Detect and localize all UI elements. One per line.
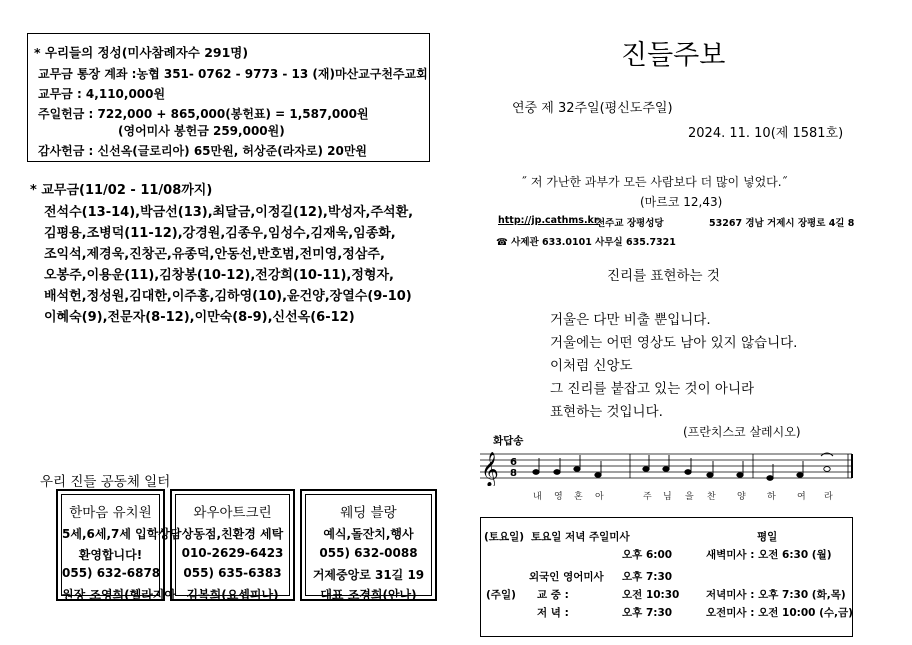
verse-author: (프란치스코 살레시오) bbox=[683, 425, 801, 439]
treble-clef-icon: 𝄞 bbox=[481, 452, 499, 486]
offering-header: * 우리들의 정성(미사참례자수 291명) bbox=[34, 45, 249, 60]
offering-box bbox=[27, 33, 430, 162]
bulletin-title: 진들주보 bbox=[621, 40, 726, 71]
sunday-evening-time: 오후 7:30 bbox=[622, 607, 673, 619]
saturday-mass-name: 토요일 저녁 주일미사 bbox=[531, 531, 630, 543]
gospel-quote: ˝ 저 가난한 과부가 모든 사람보다 더 많이 넣었다.˝ bbox=[521, 175, 788, 189]
verse-line: 거울은 다만 비출 뿐입니다. bbox=[550, 312, 711, 328]
parish-phone: ☎ 사제관 633.0101 사무실 635.7321 bbox=[496, 237, 676, 248]
gospel-reference: (마르코 12,43) bbox=[640, 195, 723, 209]
list-item: 배석헌,정성원,김대한,이주홍,김하영(10),윤건양,장열수(9-10) bbox=[44, 289, 412, 304]
lyric: 혼 bbox=[574, 492, 583, 502]
parish-name: 천주교 장평성당 bbox=[596, 218, 664, 229]
ad-line: 원장 조영희(헬라지아 bbox=[62, 588, 176, 602]
lyric: 아 bbox=[595, 492, 604, 502]
mass-times-box bbox=[480, 517, 853, 637]
ad-line: 김복희(요셉피나) bbox=[186, 588, 279, 602]
list-item: 이혜숙(9),전문자(8-12),이만숙(8-9),신선옥(6-12) bbox=[44, 310, 355, 325]
lyric: 내 bbox=[533, 492, 542, 502]
ad-line: 거제중앙로 31길 19 bbox=[312, 568, 425, 582]
lyric: 양 bbox=[737, 492, 746, 502]
ad-title: 한마음 유치원 bbox=[69, 505, 152, 521]
community-heading: 우리 진들 공동체 일터 bbox=[40, 474, 171, 490]
lyric: 여 bbox=[797, 492, 806, 502]
ad-line: 010-2629-6423 bbox=[181, 546, 284, 560]
evening-mass: 저녁미사 : 오후 7:30 (화,목) bbox=[706, 589, 846, 601]
ad-line: 055) 632-0088 bbox=[319, 546, 418, 560]
account-line: 교무금 통장 계좌 :농협 351- 0762 - 9773 - 13 (재)마산교구천주교회 bbox=[38, 67, 428, 81]
svg-text:6: 6 bbox=[510, 457, 517, 468]
tithe-header: * 교무금(11/02 - 11/08까지) bbox=[30, 183, 213, 198]
parish-url-link[interactable]: http://jp.cathms.kr bbox=[498, 215, 599, 226]
morning-mass: 오전미사 : 오전 10:00 (수,금) bbox=[706, 607, 853, 619]
weekday-header: 평일 bbox=[757, 531, 778, 543]
ad-line: 055) 635-6383 bbox=[183, 566, 282, 580]
lyric: 님 bbox=[663, 492, 672, 502]
english-mass-offering: (영어미사 봉헌금 259,000원) bbox=[118, 124, 285, 138]
svg-text:8: 8 bbox=[510, 468, 517, 479]
verse-line: 표현하는 것입니다. bbox=[550, 404, 663, 420]
ad-kindergarten bbox=[56, 489, 182, 602]
sunday-label: (주일) bbox=[486, 589, 516, 601]
ad-line: 예식,돌잔치,행사 bbox=[323, 527, 414, 541]
lyric: 라 bbox=[824, 492, 833, 502]
lyric: 주 bbox=[643, 492, 652, 502]
ad-title: 와우아트크린 bbox=[193, 505, 272, 521]
thanks-offering: 감사헌금 : 신선옥(글로리아) 65만원, 허상준(라자로) 20만원 bbox=[38, 144, 368, 158]
list-item: 전석수(13-14),박금선(13),최달금,이정길(12),박성자,주석환, bbox=[44, 205, 414, 220]
parish-address: 53267 경남 거제시 장평로 4길 8 bbox=[709, 218, 855, 229]
ad-line: 055) 632-6878 bbox=[62, 566, 161, 580]
dawn-mass: 새벽미사 : 오전 6:30 (월) bbox=[706, 549, 832, 561]
ad-laundry bbox=[170, 489, 295, 601]
list-item: 김평용,조병덕(11-12),강경원,김종우,임성수,김재욱,임종화, bbox=[44, 226, 396, 241]
saturday-label: (토요일) bbox=[484, 531, 525, 543]
ad-title: 웨딩 블랑 bbox=[340, 505, 397, 521]
reflection-title: 진리를 표현하는 것 bbox=[607, 268, 720, 284]
saturday-time: 오후 6:00 bbox=[622, 549, 673, 561]
ad-line: 환영합니다! bbox=[78, 548, 143, 562]
sunday-offering: 주일헌금 : 722,000 + 865,000(봉헌표) = 1,587,000원 bbox=[38, 107, 369, 121]
ad-wedding bbox=[300, 489, 437, 601]
ad-line: 상동점,친환경 세탁 bbox=[181, 527, 284, 541]
sunday-main-time: 오전 10:30 bbox=[622, 589, 680, 601]
lyric: 을 bbox=[685, 492, 694, 502]
psalm-label: 화답송 bbox=[493, 435, 524, 447]
music-staff bbox=[478, 446, 858, 486]
liturgical-week: 연중 제 32주일(평신도주일) bbox=[512, 101, 673, 116]
english-mass-label: 외국인 영어미사 bbox=[529, 571, 604, 583]
verse-line: 이처럼 신앙도 bbox=[550, 358, 633, 374]
lyric: 하 bbox=[767, 492, 776, 502]
verse-line: 그 진리를 붙잡고 있는 것이 아니라 bbox=[550, 381, 755, 397]
sunday-evening-label: 저 녁 : bbox=[537, 607, 569, 619]
list-item: 오봉주,이용운(11),김창봉(10-12),전강희(10-11),정형자, bbox=[44, 268, 394, 283]
list-item: 조익석,제경욱,진창곤,유종덕,안동선,반호범,전미영,정삼주, bbox=[44, 247, 385, 262]
lyric: 영 bbox=[554, 492, 563, 502]
issue-date: 2024. 11. 10(제 1581호) bbox=[688, 126, 844, 141]
sunday-main-label: 교 중 : bbox=[537, 589, 569, 601]
verse-line: 거울에는 어떤 영상도 남아 있지 않습니다. bbox=[550, 335, 798, 351]
ad-line: 대표 조경희(안나) bbox=[320, 588, 417, 602]
lyric: 찬 bbox=[707, 492, 716, 502]
ad-line: 5세,6세,7세 입학상담 bbox=[62, 527, 182, 541]
english-mass-time: 오후 7:30 bbox=[622, 571, 673, 583]
tithe-total: 교무금 : 4,110,000원 bbox=[38, 87, 166, 101]
